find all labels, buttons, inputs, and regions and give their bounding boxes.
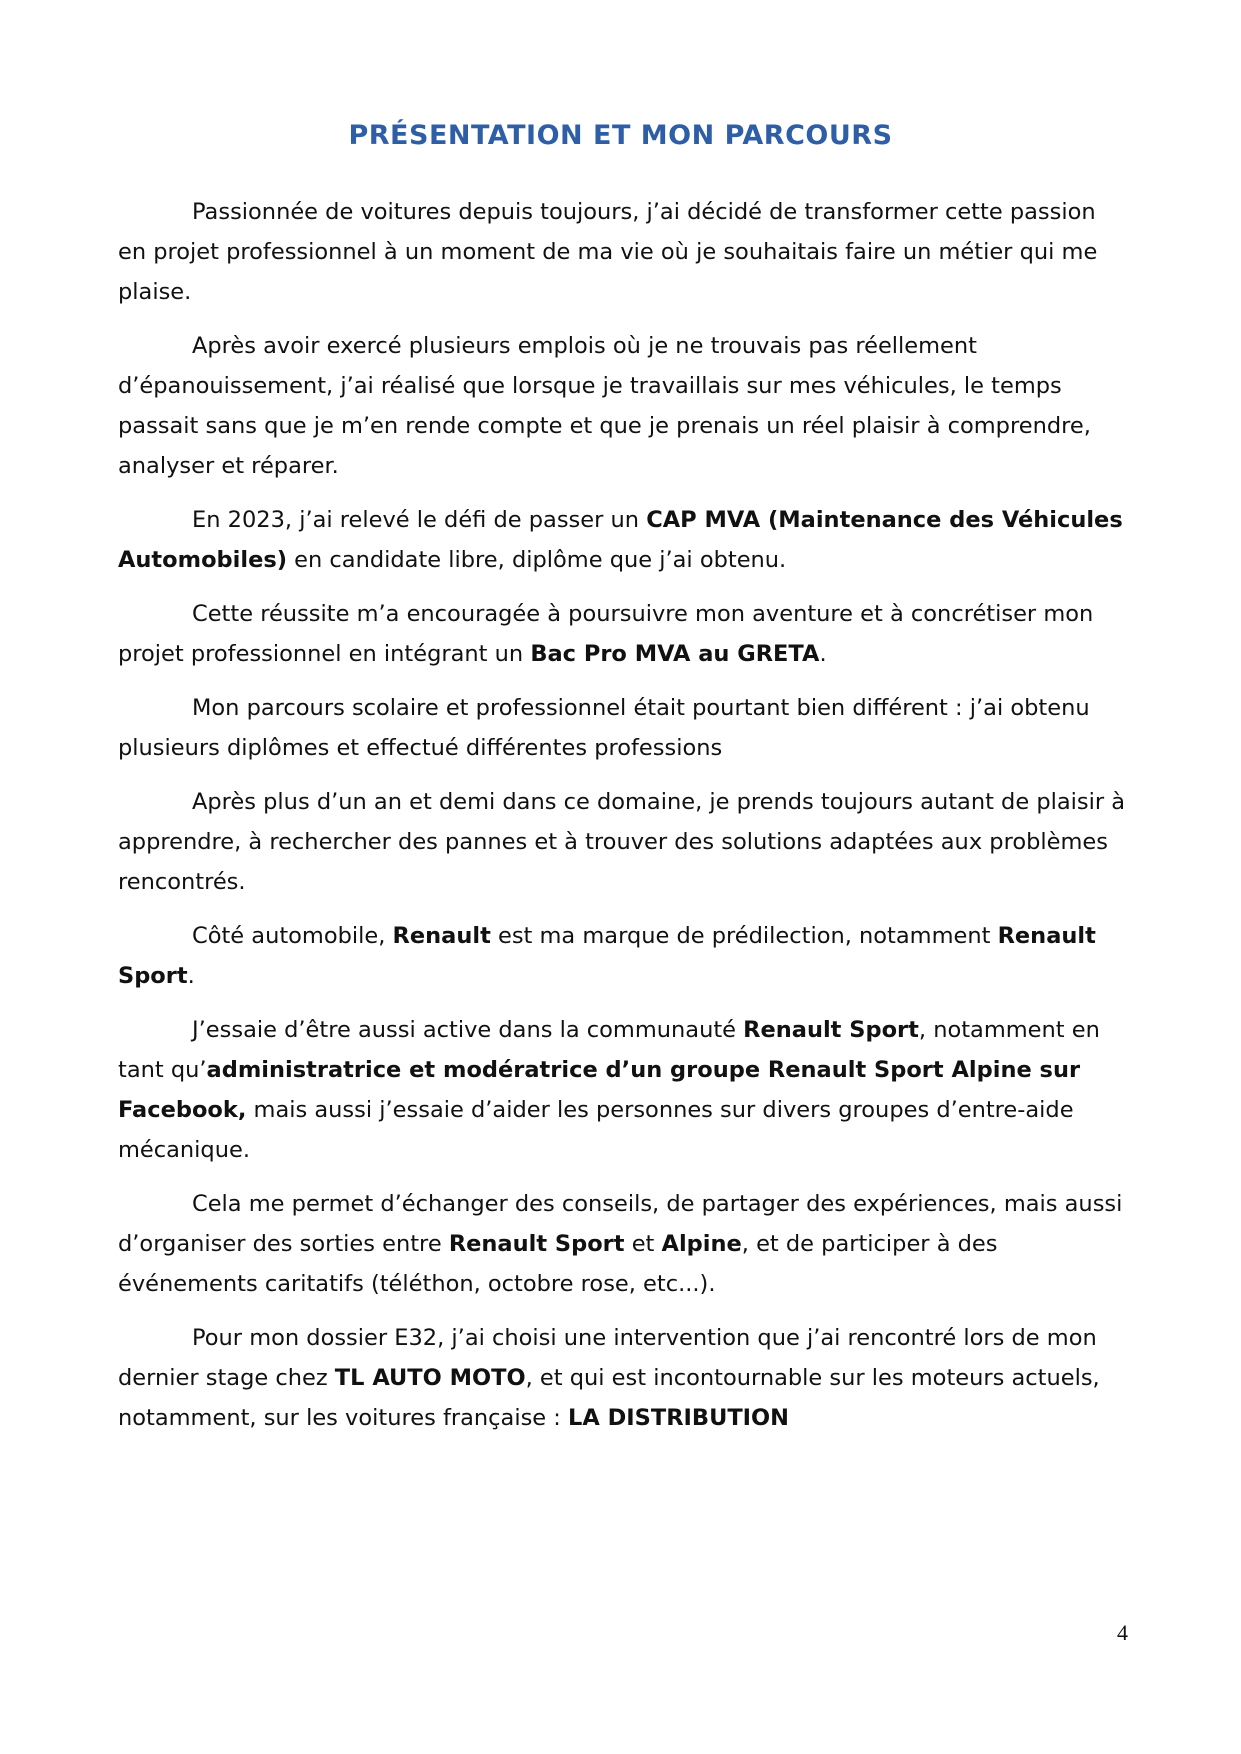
paragraph — [118, 192, 1128, 312]
paragraph — [118, 1184, 1128, 1304]
text-segment: , et de participer à des événements caritatifs (téléthon, octobre rose, etc...). — [118, 1231, 998, 1297]
paragraph — [118, 688, 1128, 768]
paragraph — [118, 1318, 1128, 1438]
text-segment: est ma marque de prédilection, notamment — [490, 923, 998, 949]
bold-text: administratrice et modératrice d’un groupe Renault Sport Alpine sur Facebook, — [118, 1057, 1081, 1123]
text-segment: Mon parcours scolaire et professionnel était pourtant bien différent : j’ai obtenu plusieurs diplômes et effectué différentes professions — [118, 695, 1090, 761]
text-segment: , notamment en tant qu’ — [118, 1017, 1100, 1083]
bold-text: Renault Sport — [448, 1231, 625, 1257]
text-segment: En 2023, j’ai relevé le défi de passer un — [192, 507, 647, 533]
text-segment: Passionnée de voitures depuis toujours, j’ai décidé de transformer cette passion en projet professionnel à un moment de ma vie où je souhaitais faire un métier qui me plaise. — [118, 199, 1098, 305]
text-segment: . — [819, 641, 827, 667]
paragraph — [118, 326, 1128, 486]
bold-text: CAP MVA (Maintenance des Véhicules Automobiles) — [118, 507, 1123, 573]
bold-text: Renault — [392, 923, 491, 949]
paragraph — [118, 1010, 1128, 1170]
paragraph — [118, 594, 1128, 674]
page-number: 4 — [1117, 1620, 1128, 1645]
paragraph — [118, 782, 1128, 902]
bold-text: LA DISTRIBUTION — [568, 1405, 790, 1431]
text-segment: en candidate libre, diplôme que j’ai obtenu. — [287, 547, 787, 573]
text-segment: Cette réussite m’a encouragée à poursuivre mon aventure et à concrétiser mon projet professionnel en intégrant un — [118, 601, 1094, 667]
text-segment: mais aussi j’essaie d’aider les personnes sur divers groupes d’entre-aide mécanique. — [118, 1097, 1074, 1163]
text-segment: Cela me permet d’échanger des conseils, de partager des expériences, mais aussi d’organiser des sorties entre — [118, 1191, 1123, 1257]
body-text — [118, 192, 1128, 1452]
bold-text: Bac Pro MVA au GRETA — [530, 641, 820, 667]
paragraph — [118, 916, 1128, 996]
bold-text: TL AUTO MOTO — [334, 1365, 526, 1391]
text-segment: J’essaie d’être aussi active dans la communauté — [192, 1017, 744, 1043]
text-segment: Après plus d’un an et demi dans ce domaine, je prends toujours autant de plaisir à apprendre, à rechercher des pannes et à trouver des solutions adaptées aux problèmes rencontrés. — [118, 789, 1126, 895]
text-segment: Après avoir exercé plusieurs emplois où je ne trouvais pas réellement d’épanouissement, j’ai réalisé que lorsque je travaillais sur mes véhicules, le temps passait sans que je m’en rende compte et que je prenais un réel plaisir à comprendre, analyser et réparer. — [118, 333, 1091, 479]
text-segment: Côté automobile, — [192, 923, 393, 949]
paragraph — [118, 500, 1128, 580]
bold-text: Renault Sport — [118, 923, 1096, 989]
bold-text: Renault Sport — [743, 1017, 919, 1043]
text-segment: . — [187, 963, 195, 989]
page-title: PRÉSENTATION ET MON PARCOURS — [348, 120, 893, 151]
text-segment: , et qui est incontournable sur les moteurs actuels, notamment, sur les voitures française : — [118, 1365, 1100, 1431]
bold-text: Alpine — [661, 1231, 742, 1257]
text-segment: et — [624, 1231, 662, 1257]
text-segment: Pour mon dossier E32, j’ai choisi une intervention que j’ai rencontré lors de mon dernier stage chez — [118, 1325, 1097, 1391]
